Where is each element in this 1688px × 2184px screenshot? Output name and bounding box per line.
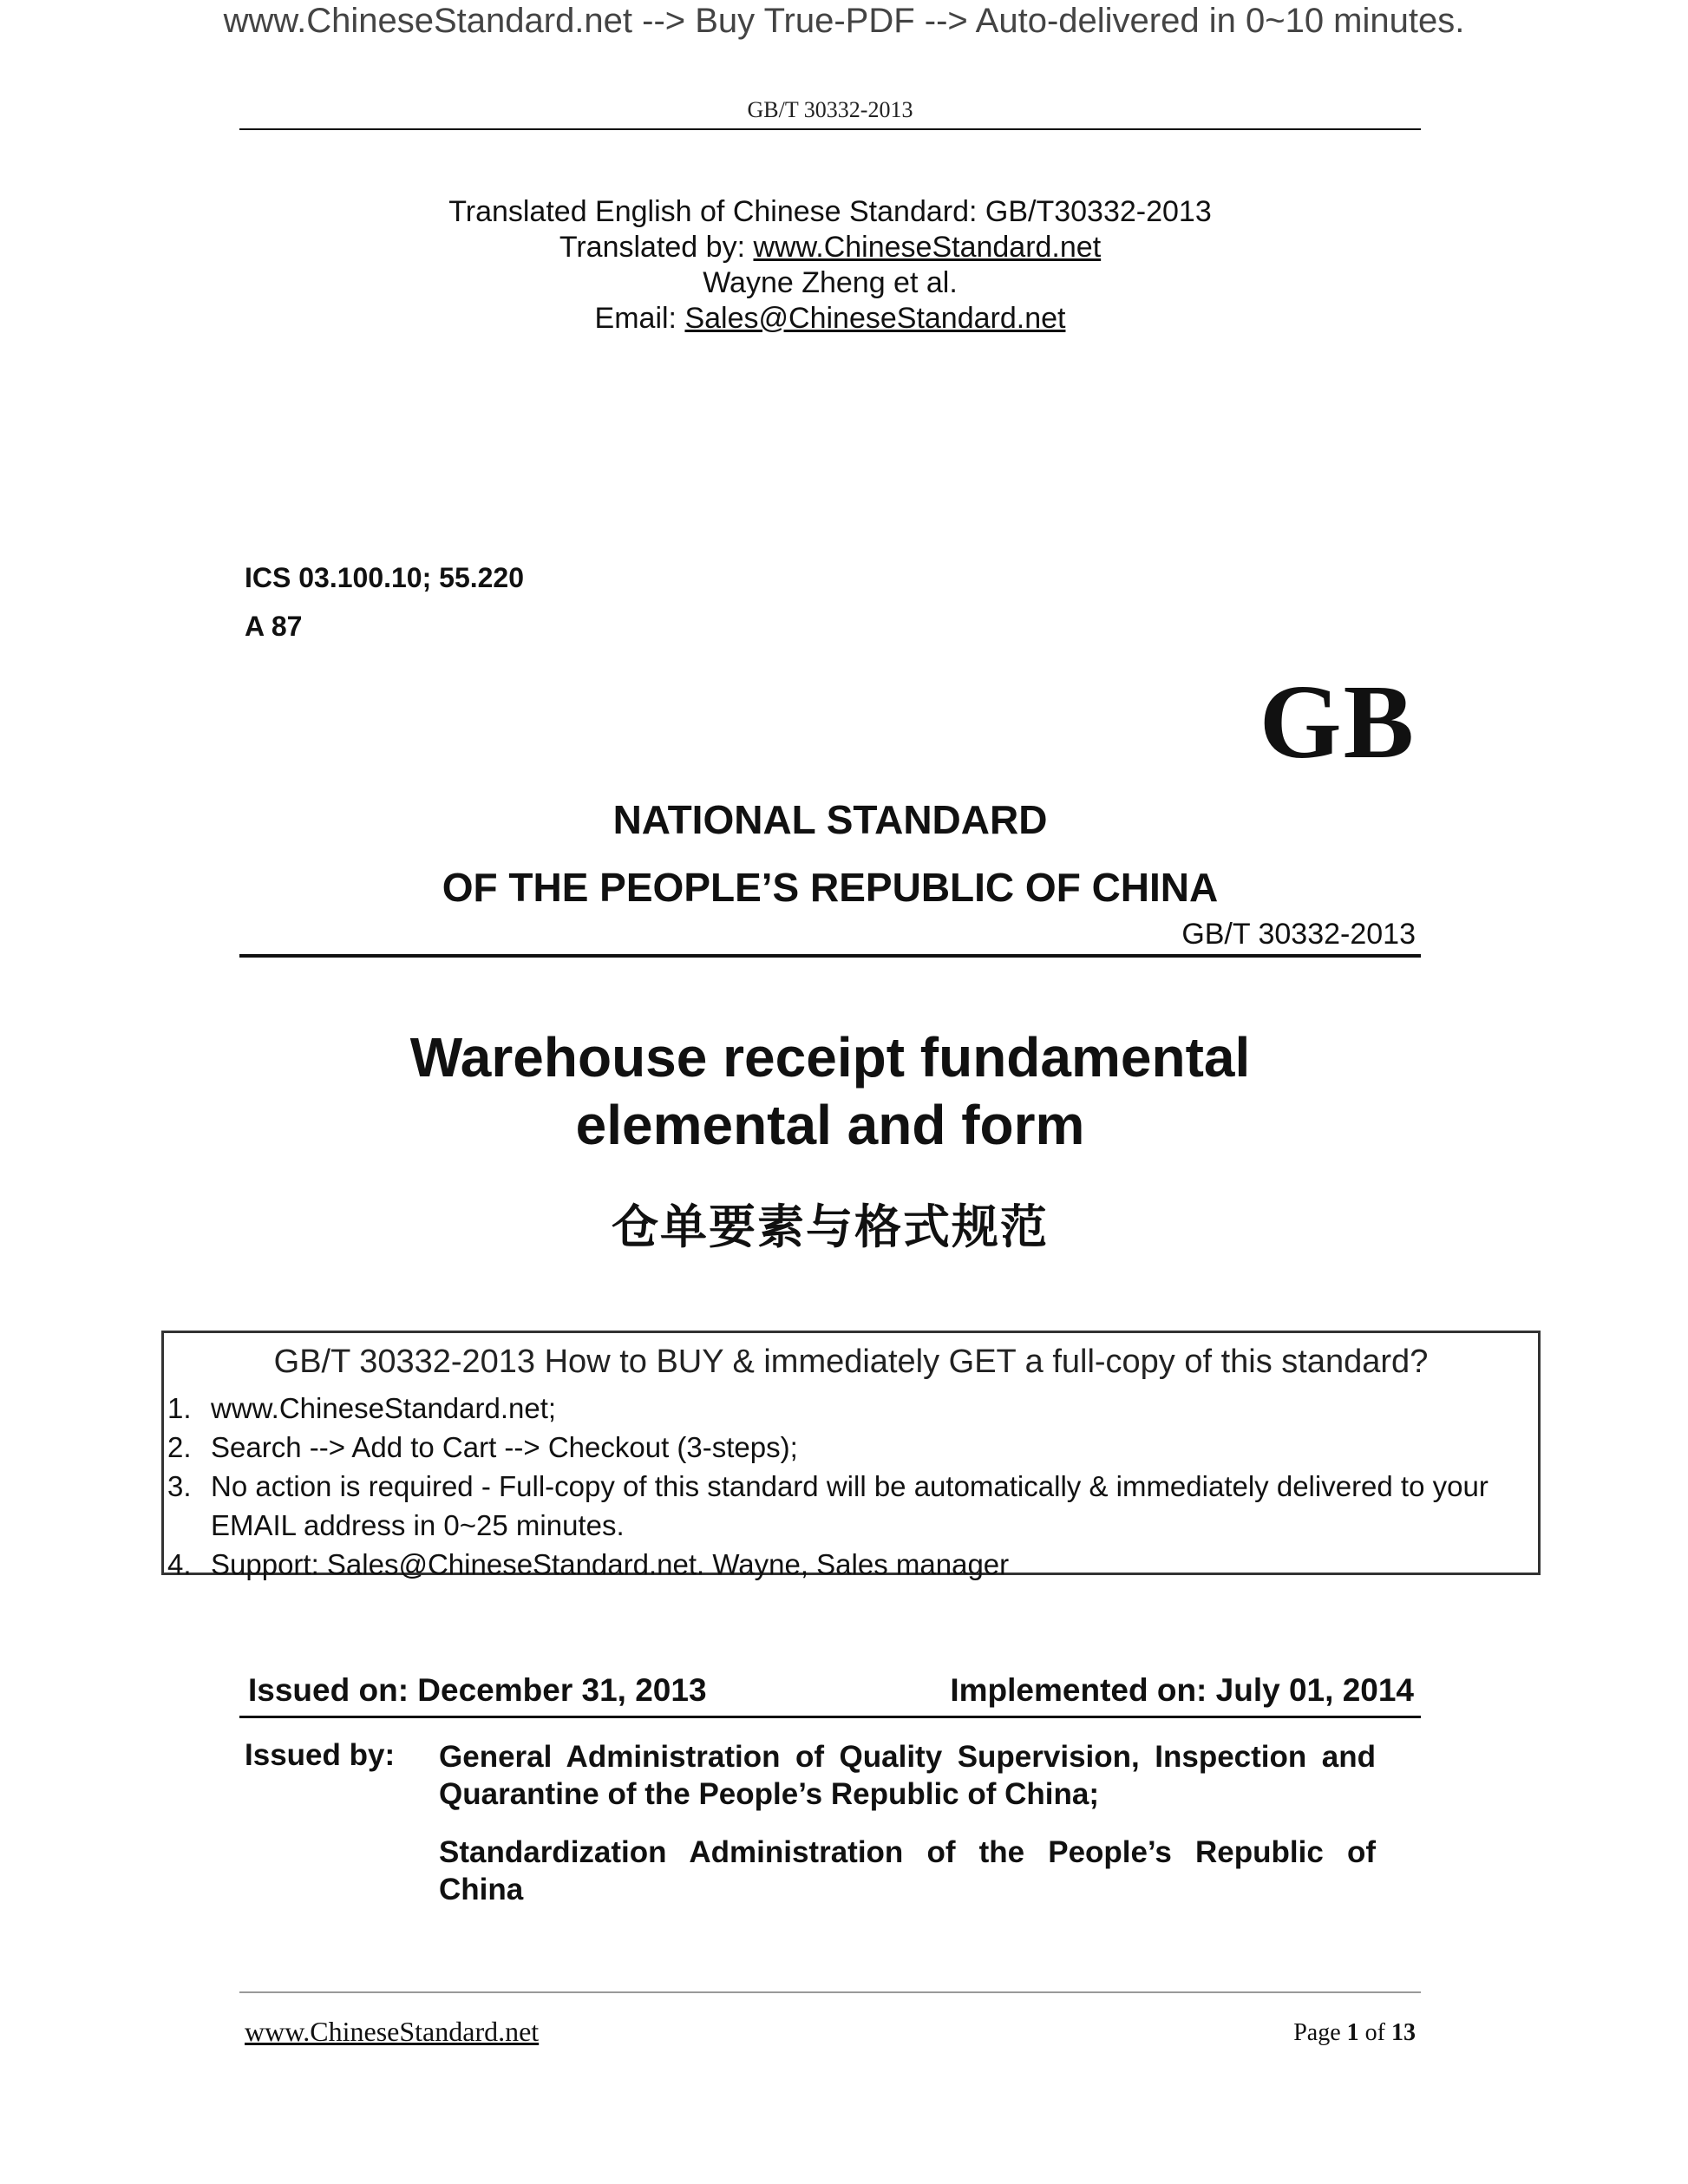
issued-by-organizations xyxy=(439,1738,1376,1929)
dates-divider xyxy=(239,1716,1421,1718)
translated-by xyxy=(239,230,1421,265)
issuing-org-2: Standardization Administration of the People’s Republic of China xyxy=(439,1835,1376,1906)
translator-email xyxy=(239,301,1421,337)
step-text: Search --> Add to Cart --> Checkout (3-steps); xyxy=(211,1431,798,1463)
list-item xyxy=(167,1467,1521,1545)
ics-code: ICS 03.100.10; 55.220 xyxy=(245,562,525,593)
implemented-on-date: Implemented on: July 01, 2014 xyxy=(950,1672,1414,1708)
translation-line: Translated English of Chinese Standard: GB/T30332-2013 xyxy=(448,195,1212,228)
step-number: 3. xyxy=(167,1470,192,1502)
standard-number: GB/T 30332-2013 xyxy=(1181,918,1416,951)
document-title-cn: 仓单要素与格式规范 xyxy=(612,1201,1049,1253)
email-label: Email: xyxy=(594,302,685,335)
list-item xyxy=(167,1545,1521,1584)
step-number: 4. xyxy=(167,1548,192,1580)
national-line-2: OF THE PEOPLE’S REPUBLIC OF CHINA xyxy=(442,865,1219,910)
page-of: of xyxy=(1358,2019,1391,2046)
step-text[interactable]: www.ChineseStandard.net; xyxy=(211,1392,557,1424)
step-text: No action is required - Full-copy of this standard will be automatically & immediately delivered to your EMAIL address in 0~25 minutes. xyxy=(211,1470,1488,1541)
issued-on-date: Issued on: December 31, 2013 xyxy=(248,1672,707,1708)
footer-site-link[interactable]: www.ChineseStandard.net xyxy=(245,2016,540,2047)
translation-info xyxy=(239,194,1421,337)
top-banner: www.ChineseStandard.net --> Buy True-PDF --> Auto-delivered in 0~10 minutes. xyxy=(223,2,1465,40)
buy-steps-list xyxy=(167,1389,1521,1584)
title-line-1: Warehouse receipt fundamental xyxy=(409,1026,1251,1089)
buy-instructions-box xyxy=(161,1331,1541,1580)
list-item xyxy=(167,1389,1521,1428)
buy-box-title: GB/T 30332-2013 How to BUY & immediately GET a full-copy of this standard? xyxy=(273,1344,1429,1380)
date-row xyxy=(248,1672,1414,1709)
document-title-en xyxy=(239,1023,1421,1159)
national-standard-heading xyxy=(239,786,1421,921)
email-link[interactable]: Sales@ChineseStandard.net xyxy=(684,302,1066,335)
footer-divider xyxy=(239,1991,1421,1993)
step-number: 2. xyxy=(167,1431,192,1463)
page-current: 1 xyxy=(1346,2019,1359,2046)
ccs-code: A 87 xyxy=(245,611,303,642)
title-divider xyxy=(239,954,1421,958)
page-total: 13 xyxy=(1391,2019,1416,2046)
header-divider xyxy=(239,128,1421,130)
title-line-2: elemental and form xyxy=(575,1094,1085,1156)
translator-name: Wayne Zheng et al. xyxy=(703,266,958,299)
page-indicator xyxy=(1293,2019,1416,2047)
translator-site-link[interactable]: www.ChineseStandard.net xyxy=(753,231,1102,264)
running-header: GB/T 30332-2013 xyxy=(747,97,913,122)
issued-by-label: Issued by: xyxy=(245,1738,396,1772)
step-text: Support: Sales@ChineseStandard.net. Wayne, Sales manager xyxy=(211,1548,1010,1580)
national-line-1: NATIONAL STANDARD xyxy=(612,797,1048,842)
issuing-org-1: General Administration of Quality Supervision, Inspection and Quarantine of the People’s Republic of China; xyxy=(439,1740,1376,1811)
gb-mark: GB xyxy=(1259,664,1416,781)
list-item xyxy=(167,1428,1521,1467)
step-number: 1. xyxy=(167,1392,192,1424)
page-prefix: Page xyxy=(1293,2019,1347,2046)
translated-by-label: Translated by: xyxy=(559,231,754,264)
